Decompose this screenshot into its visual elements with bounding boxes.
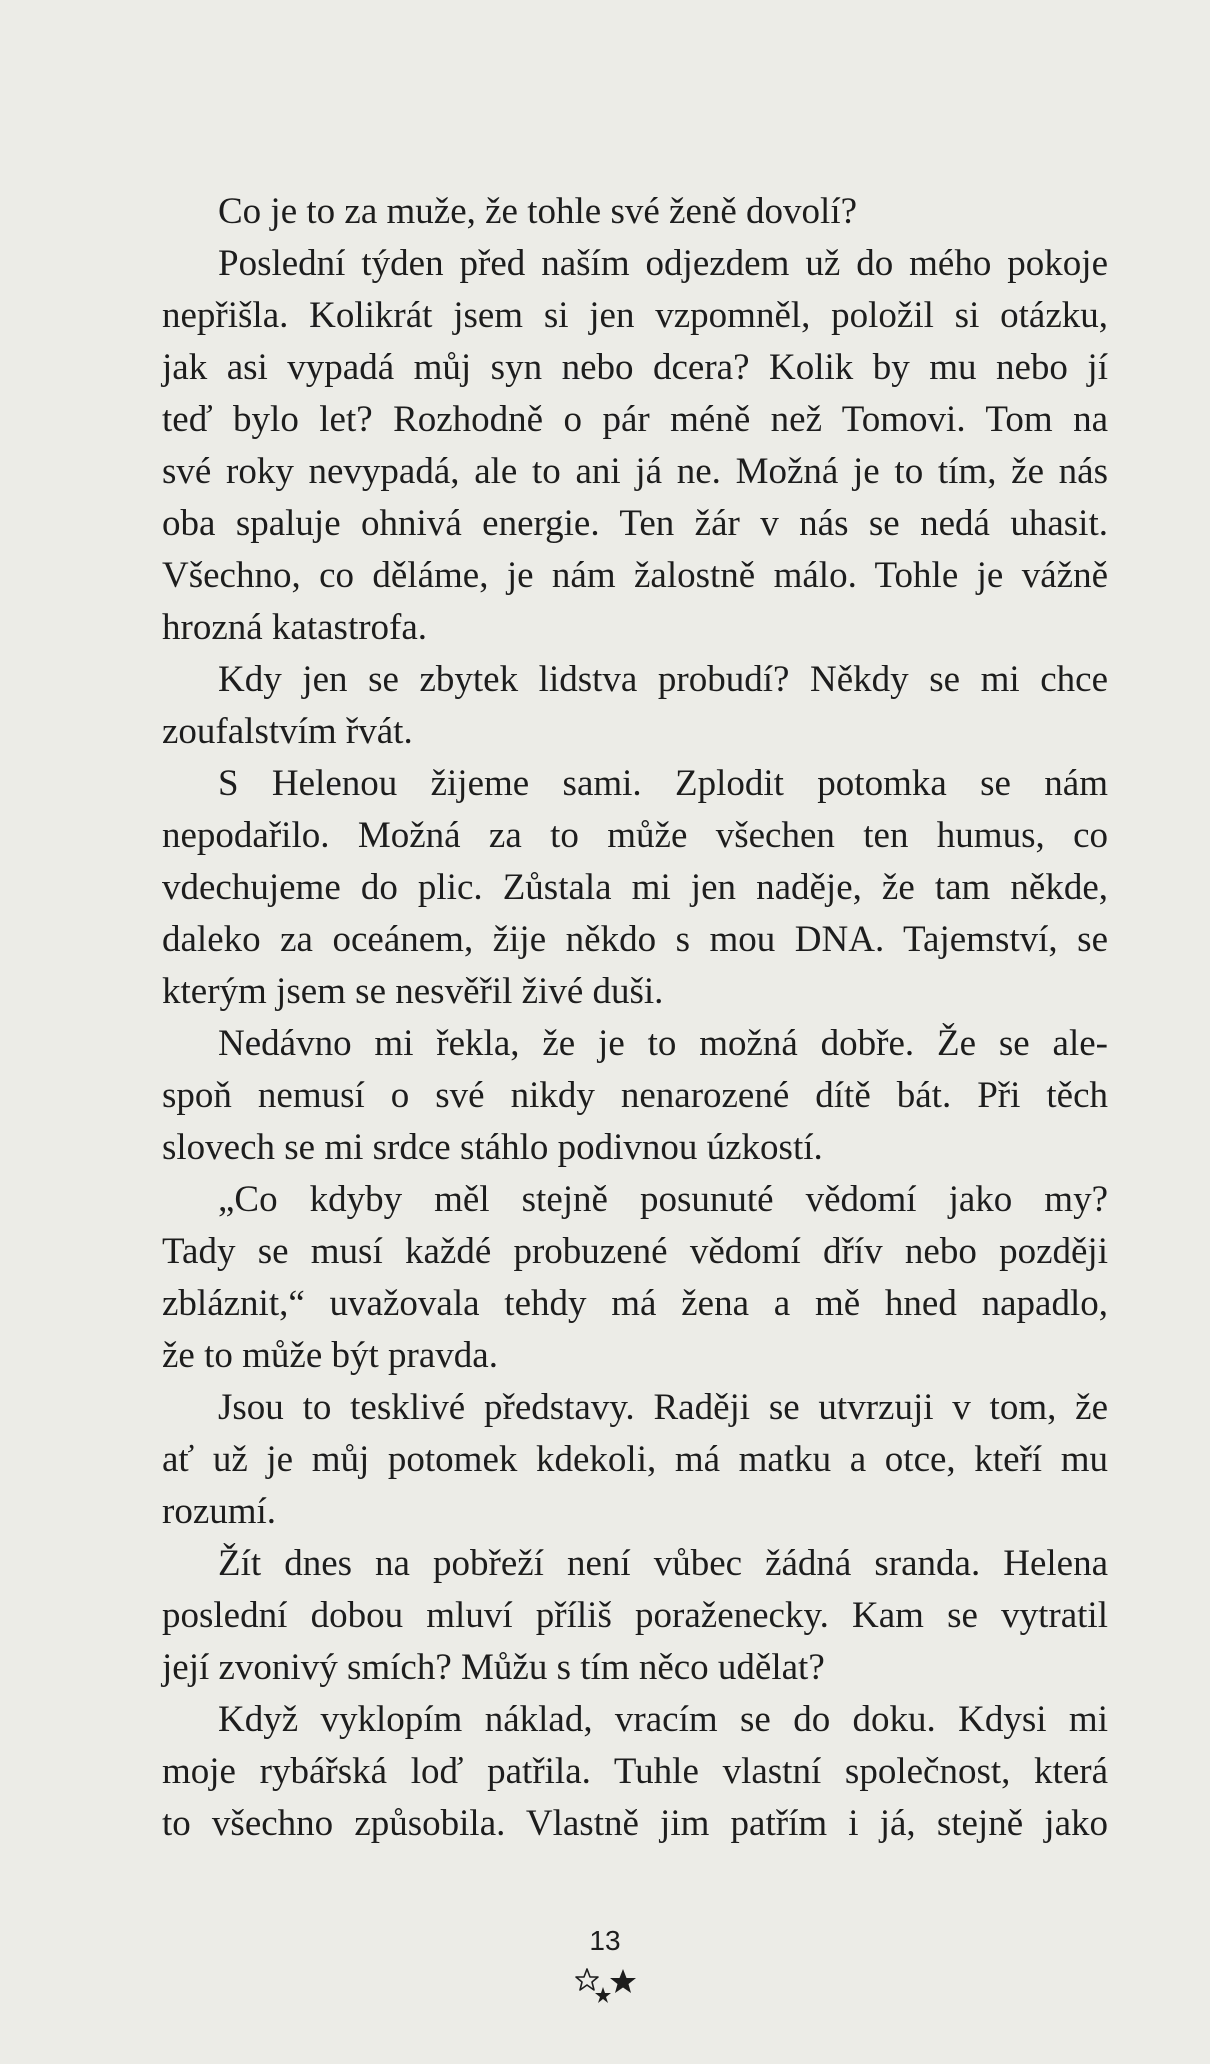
text-line: to všechno způsobila. Vlastně jim patřím i já, stejně jako [162,1803,1108,1844]
text-line: ať už je můj potomek kdekoli, má matku a otce, kteří mu [162,1439,1108,1480]
text-line: její zvonivý smích? Můžu s tím něco udělat? [162,1647,825,1688]
text-line: slovech se mi srdce stáhlo podivnou úzkostí. [162,1127,823,1168]
text-line: Poslední týden před naším odjezdem už do mého pokoje [218,243,1108,284]
page-number: 13 [589,1925,621,1956]
text-line: moje rybářská loď patřila. Tuhle vlastní společnost, která [162,1751,1108,1792]
text-line: nepodařilo. Možná za to může všechen ten humus, co [162,815,1108,856]
text-line: zbláznit,“ uvažovala tehdy má žena a mě hned napadlo, [162,1283,1108,1324]
text-line: Tady se musí každé probuzené vědomí dřív nebo později [162,1231,1108,1272]
text-line: „Co kdyby měl stejně posunuté vědomí jako my? [218,1179,1108,1220]
text-line: zoufalstvím řvát. [162,711,413,752]
text-line: Co je to za muže, že tohle své ženě dovolí? [218,191,858,232]
text-line: jak asi vypadá můj syn nebo dcera? Kolik by mu nebo jí [162,347,1108,388]
body-text [162,186,1108,1850]
text-line: své roky nevypadá, ale to ani já ne. Možná je to tím, že nás [162,451,1108,492]
text-line: Jsou to tesklivé představy. Raději se utvrzuji v tom, že [218,1387,1108,1428]
text-line: hrozná katastrofa. [162,607,428,648]
text-line: vdechujeme do plic. Zůstala mi jen naděje, že tam někde, [162,867,1108,908]
text-line: nepřišla. Kolikrát jsem si jen vzpomněl, položil si otázku, [162,295,1108,336]
text-line: poslední dobou mluví příliš poraženecky. Kam se vytratil [162,1595,1108,1636]
text-line: teď bylo let? Rozhodně o pár méně než Tomovi. Tom na [162,399,1108,440]
text-line: Kdy jen se zbytek lidstva probudí? Někdy se mi chce [218,659,1108,700]
text-line: kterým jsem se nesvěřil živé duši. [162,971,664,1012]
text-line: Všechno, co děláme, je nám žalostně málo. Tohle je vážně [162,555,1108,596]
text-line: oba spaluje ohnivá energie. Ten žár v nás se nedá uhasit. [162,503,1108,544]
text-line: Nedávno mi řekla, že je to možná dobře. Že se ale- [218,1023,1108,1064]
text-line: že to může být pravda. [162,1335,498,1376]
text-line: Když vyklopím náklad, vracím se do doku. Kdysi mi [218,1699,1108,1740]
page-footer [0,1925,1210,2011]
text-line: Žít dnes na pobřeží není vůbec žádná sranda. Helena [218,1543,1108,1584]
stars-ornament-icon [565,1961,645,2011]
text-line: daleko za oceánem, žije někdo s mou DNA. Tajemství, se [162,919,1108,960]
text-line: spoň nemusí o své nikdy nenarozené dítě bát. Při těch [162,1075,1108,1116]
text-line: S Helenou žijeme sami. Zplodit potomka se nám [218,763,1108,804]
text-line: rozumí. [162,1491,277,1532]
